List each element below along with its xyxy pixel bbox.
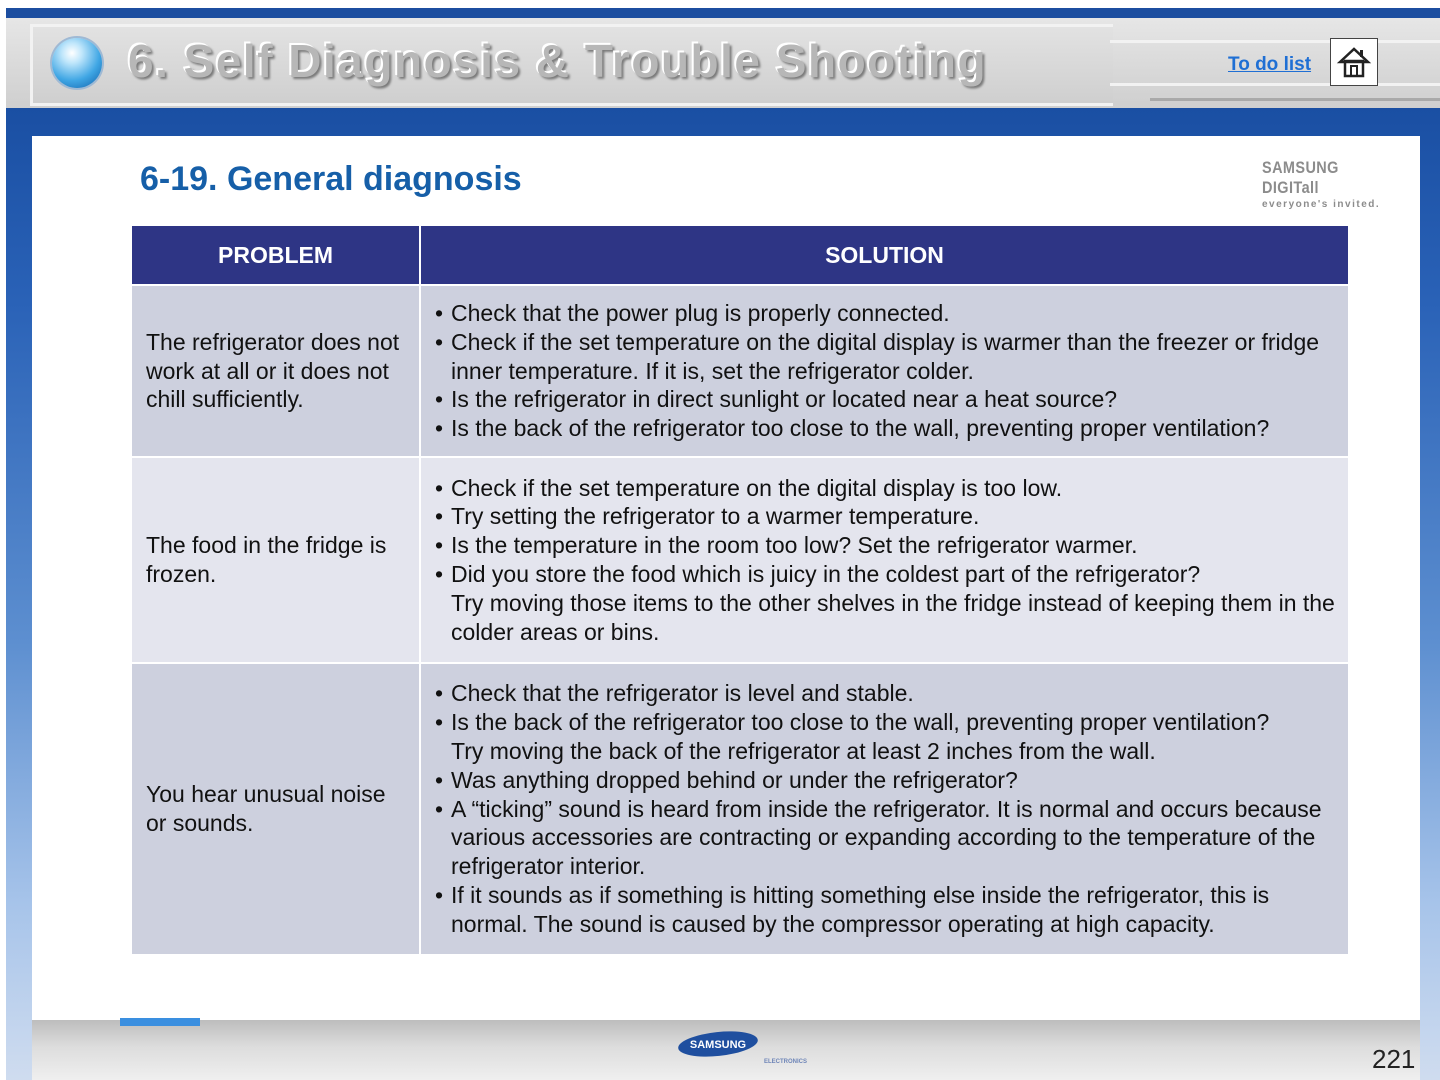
solution-item: • Is the back of the refrigerator too close to the wall, preventing proper ventilation? Try moving the back of the refrigerator at least 2 inches from the wall. [435,708,1338,766]
diagnosis-table [130,226,1350,956]
table-header-row [131,226,1349,285]
brand-line2: everyone's invited. [1262,199,1381,210]
solution-item: • Did you store the food which is juicy in the coldest part of the refrigerator? Try moving those items to the other shelves in the fridge instead of keeping them in the colder areas or bins. [435,560,1338,646]
solution-item: • Check that the refrigerator is level and stable. [435,679,1338,708]
page-heading: 6-19. General diagnosis [140,160,522,198]
solution-list [435,474,1338,647]
header-accent-line [6,8,1440,18]
top-strip [0,0,1440,8]
problem-column-header: PROBLEM [131,226,420,285]
problem-cell: The refrigerator does not work at all or it does not chill sufficiently. [131,285,420,457]
footer-sub-text: ELECTRONICS [764,1059,808,1065]
solution-item: • Is the refrigerator in direct sunlight or located near a heat source? [435,385,1338,414]
solution-cell [420,457,1349,663]
footer-accent [120,1018,200,1026]
problem-cell: You hear unusual noise or sounds. [131,663,420,955]
solution-item: • Is the back of the refrigerator too close to the wall, preventing proper ventilation? [435,414,1338,443]
solution-item: • Is the temperature in the room too low? Set the refrigerator warmer. [435,531,1338,560]
solution-list [435,679,1338,938]
page-number: 221 [1372,1044,1416,1074]
solution-item: • Check if the set temperature on the digital display is warmer than the freezer or fridge inner temperature. If it is, set the refrigerator colder. [435,328,1338,386]
table-row [131,663,1349,955]
solution-item: • A “ticking” sound is heard from inside the refrigerator. It is normal and occurs because various accessories are contracting or expanding according to the temperature of the refrigerator interior. [435,795,1338,881]
brand-line1: SAMSUNG DIGITall [1262,158,1339,197]
solution-cell [420,285,1349,457]
samsung-electronics-logo [676,1028,816,1068]
home-button[interactable] [1330,38,1378,86]
footer-brand-text: SAMSUNG [689,1039,747,1051]
home-icon [1336,44,1372,80]
solution-item: • Try setting the refrigerator to a warmer temperature. [435,502,1338,531]
solution-item: • If it sounds as if something is hitting something else inside the refrigerator, this is normal. The sound is caused by the compressor operating at high capacity. [435,881,1338,939]
section-title: 6. Self Diagnosis & Trouble Shooting [128,35,988,87]
orb-icon [52,38,102,88]
todo-list-link[interactable]: To do list [1228,54,1312,75]
solution-item: • Check that the power plug is properly connected. [435,299,1338,328]
solution-item: • Check if the set temperature on the digital display is too low. [435,474,1338,503]
problem-cell: The food in the fridge is frozen. [131,457,420,663]
samsung-digitall-logo [1262,158,1412,210]
solution-list [435,299,1338,443]
solution-cell [420,663,1349,955]
header-underline [1150,98,1440,101]
table-row [131,285,1349,457]
solution-column-header: SOLUTION [420,226,1349,285]
table-row [131,457,1349,663]
solution-item: • Was anything dropped behind or under the refrigerator? [435,766,1338,795]
